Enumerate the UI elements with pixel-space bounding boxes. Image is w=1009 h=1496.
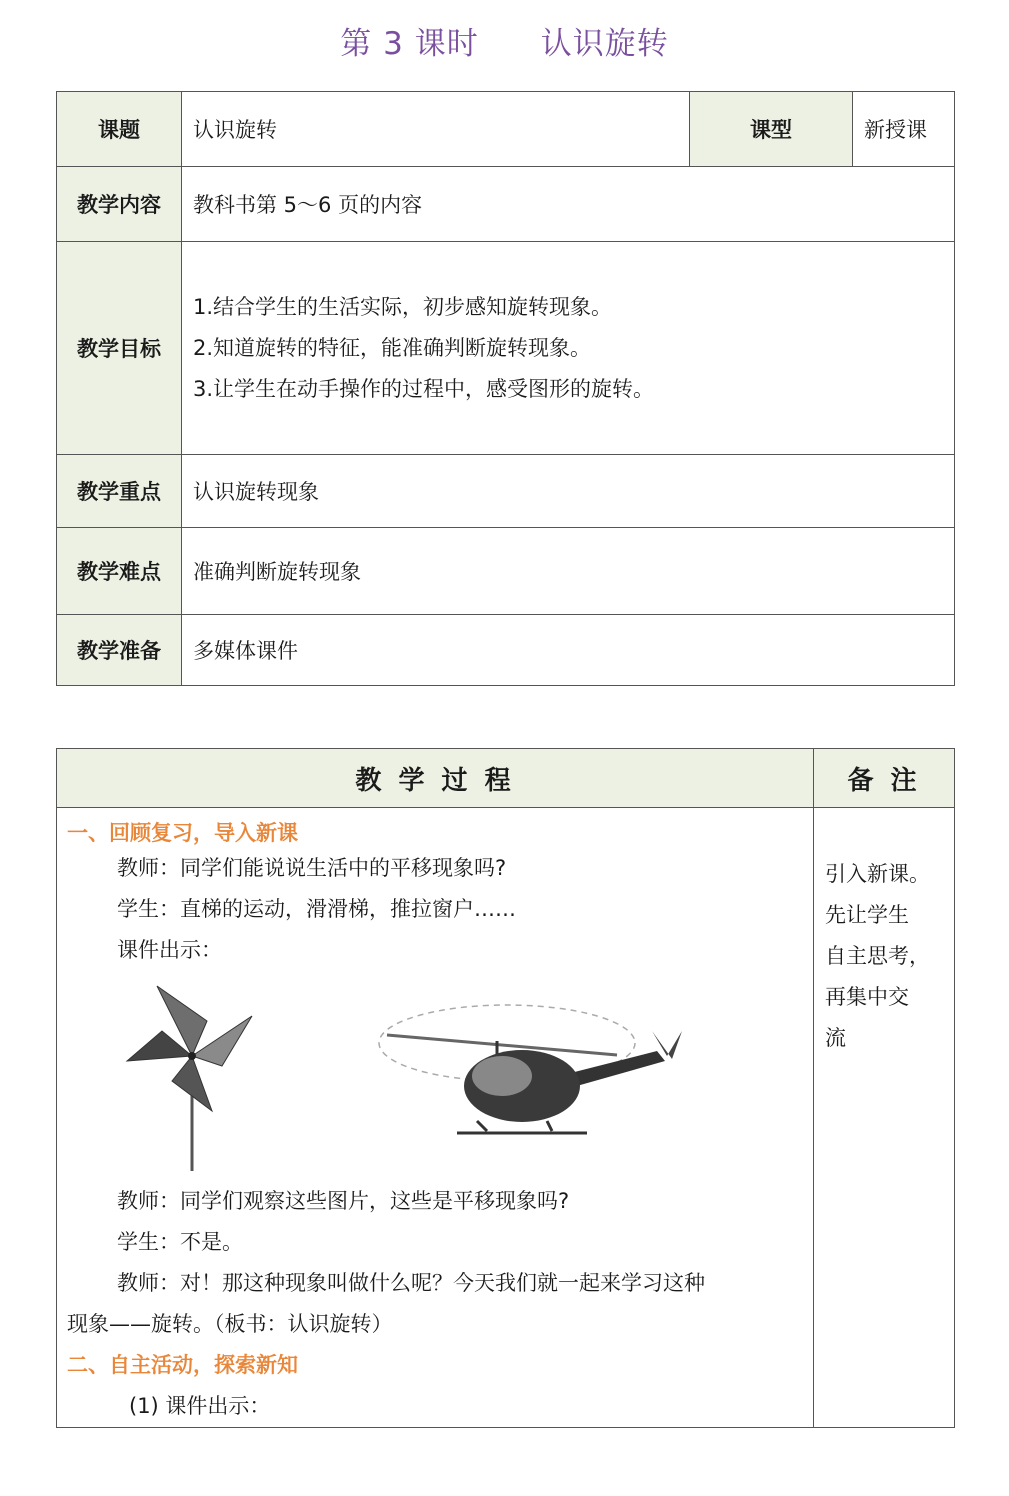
dialogue-line: 学生：直梯的运动，滑滑梯，推拉窗户…… (117, 897, 516, 921)
note-line: 引入新课。 (825, 862, 930, 886)
notes-header: 备 注 (814, 749, 955, 808)
prep-label: 教学准备 (57, 615, 182, 686)
pinwheel-icon (127, 986, 252, 1171)
key-value: 认识旋转现象 (182, 455, 955, 528)
lesson-info-table (56, 91, 955, 686)
dialogue-line: 现象——旋转。（板书：认识旋转） (67, 1312, 393, 1336)
note-line: 自主思考， (825, 944, 930, 968)
type-value: 新授课 (853, 92, 955, 167)
difficulty-label: 教学难点 (57, 528, 182, 615)
note-line: 再集中交 (825, 985, 909, 1009)
pinwheel-helicopter-illustration (67, 971, 807, 1181)
goal-item: 3.让学生在动手操作的过程中，感受图形的旋转。 (193, 376, 655, 401)
note-line: 流 (825, 1026, 846, 1050)
process-content (57, 808, 814, 1428)
section-heading: 一、回顾复习，导入新课 (67, 821, 298, 845)
lesson-topic: 认识旋转 (540, 26, 669, 62)
notes-content (814, 808, 955, 1428)
courseware-pictures (67, 971, 801, 1181)
dialogue-line: 课件出示： (117, 938, 222, 962)
key-label: 教学重点 (57, 455, 182, 528)
goals-label: 教学目标 (57, 242, 182, 455)
dialogue-line: 教师：同学们观察这些图片，这些是平移现象吗? (117, 1189, 570, 1213)
content-value: 教科书第 5～6 页的内容 (182, 167, 955, 242)
type-label: 课型 (690, 92, 853, 167)
topic-label: 课题 (57, 92, 182, 167)
teaching-process-table (56, 748, 955, 1428)
lesson-number: 第 3 课时 (340, 26, 479, 62)
prep-value: 多媒体课件 (182, 615, 955, 686)
difficulty-value: 准确判断旋转现象 (182, 528, 955, 615)
goal-item: 1.结合学生的生活实际，初步感知旋转现象。 (193, 294, 613, 319)
content-label: 教学内容 (57, 167, 182, 242)
dialogue-line: 教师：对！那这种现象叫做什么呢？今天我们就一起来学习这种 (117, 1271, 705, 1295)
goal-item: 2.知道旋转的特征，能准确判断旋转现象。 (193, 335, 592, 360)
page-title (0, 18, 1009, 63)
process-header: 教 学 过 程 (57, 749, 814, 808)
note-line: 先让学生 (825, 903, 909, 927)
dialogue-line: 学生：不是。 (117, 1230, 243, 1254)
dialogue-line: (1) 课件出示： (129, 1394, 271, 1418)
dialogue-line: 教师：同学们能说说生活中的平移现象吗? (117, 856, 507, 880)
goals-list (182, 242, 955, 455)
helicopter-icon (379, 1005, 682, 1133)
topic-value: 认识旋转 (182, 92, 690, 167)
section-heading: 二、自主活动，探索新知 (67, 1353, 298, 1377)
